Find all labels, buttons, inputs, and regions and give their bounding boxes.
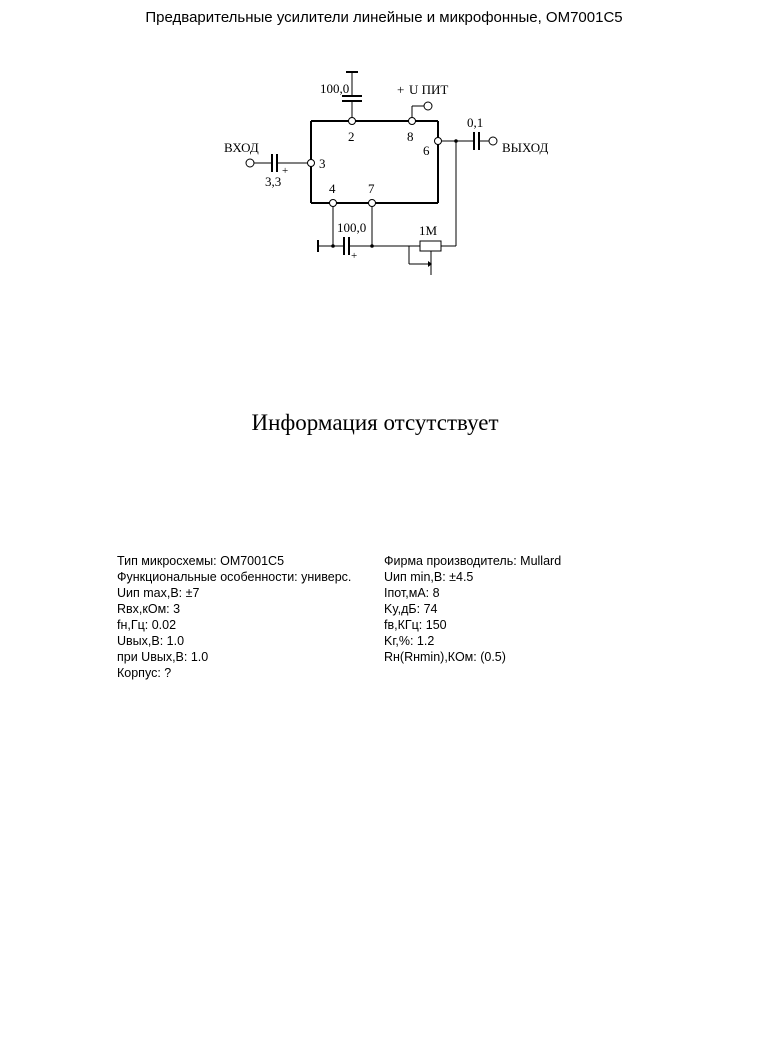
spec-manufacturer: Фирма производитель: Mullard [384,554,562,568]
pin6-label: 6 [423,143,430,158]
spec-features: Функциональные особенности: универс. [117,570,352,584]
no-info-message: Информация отсутствует [251,410,499,435]
pin3-terminal [308,160,315,167]
cap-supply-label: 100,0 [320,81,350,96]
spec-at-output-voltage: при Uвых,В: 1.0 [117,650,209,664]
cap-feedback-plus-sign: + [351,250,358,262]
resistor-label: 1M [419,223,438,238]
supply-terminal [424,102,432,110]
supply-plus-sign: + [397,82,405,97]
pin7-terminal [369,200,376,207]
junction-dot-output [454,139,458,143]
cap-input-label: 3,3 [265,174,282,189]
output-label: ВЫХОД [502,140,549,155]
pin7-label: 7 [368,181,375,196]
pin2-label: 2 [348,129,355,144]
pin3-label: 3 [319,156,326,171]
spec-freq-high: fв,КГц: 150 [384,618,447,632]
pin4-label: 4 [329,181,336,196]
spec-supply-max: Uип max,В: ±7 [117,586,200,600]
spec-chip-type: Тип микросхемы: OM7001C5 [117,554,285,568]
spec-distortion: Kг,%: 1.2 [384,634,435,648]
cap-feedback-label: 100,0 [337,220,367,235]
input-label: ВХОД [224,140,259,155]
cap-input-plus-sign: + [282,165,289,177]
spec-freq-low: fн,Гц: 0.02 [117,618,177,632]
spec-supply-min: Uип min,В: ±4.5 [384,570,474,584]
page-title: Предварительные усилители линейные и микрофонные, OM7001C5 [145,9,623,26]
resistor-body [420,241,441,251]
junction-dot-7 [370,244,374,248]
output-terminal [489,137,497,145]
pin2-terminal [349,118,356,125]
spec-input-resistance: Rвх,кОм: 3 [117,602,181,616]
spec-current: Iпот,мА: 8 [384,586,440,600]
spec-load-resistance: Rн(Rнmin),КОм: (0.5) [384,650,506,664]
spec-package: Корпус: ? [117,666,172,680]
pin4-terminal [330,200,337,207]
supply-label: U ПИТ [409,82,449,97]
circuit-diagram [0,0,768,300]
spec-gain: Ky,дБ: 74 [384,602,438,616]
pin8-label: 8 [407,129,414,144]
pin8-terminal [409,118,416,125]
spec-output-voltage: Uвых,В: 1.0 [117,634,185,648]
pin6-terminal [435,138,442,145]
junction-dot-4 [331,244,335,248]
cap-output-label: 0,1 [467,115,484,130]
input-terminal [246,159,254,167]
